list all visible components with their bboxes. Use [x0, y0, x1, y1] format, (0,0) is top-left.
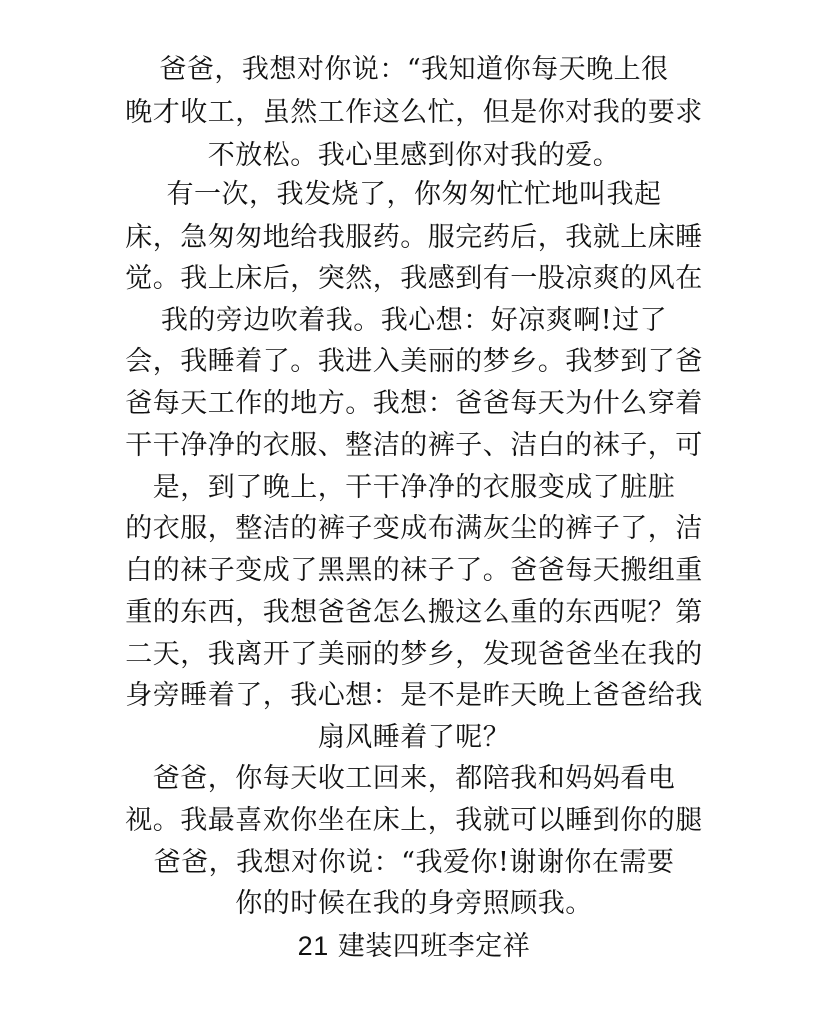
essay-line: 的衣服，整洁的裤子变成布满灰尘的裤子了，洁	[125, 513, 703, 544]
essay-line: 重的东西，我想爸爸怎么搬这么重的东西呢？第	[125, 597, 703, 628]
essay-line: 晚才收工，虽然工作这么忙，但是你对我的要求	[125, 97, 703, 128]
essay-line: 会，我睡着了。我进入美丽的梦乡。我梦到了爸	[125, 346, 703, 377]
essay-line: 爸爸，我想对你说：“我知道你每天晚上很	[159, 54, 669, 85]
essay-line: 床，急匆匆地给我服药。服完药后，我就上床睡	[125, 222, 703, 253]
essay-line: 身旁睡着了，我心想：是不是昨天晚上爸爸给我	[125, 680, 703, 711]
essay-line: 是，到了晚上，干干净净的衣服变成了脏脏	[152, 472, 676, 503]
essay-line: 二天，我离开了美丽的梦乡，发现爸爸坐在我的	[125, 639, 703, 670]
essay-line: 我的旁边吹着我。我心想：好凉爽啊!过了	[160, 305, 668, 336]
essay-line: 不放松。我心里感到你对我的爱。	[207, 140, 621, 171]
signature-class-name: 建装四班李定祥	[337, 931, 531, 962]
essay-line: 视。我最喜欢你坐在床上，我就可以睡到你的腿	[125, 805, 703, 836]
essay-line: 有一次，我发烧了，你匆匆忙忙地叫我起	[166, 179, 662, 210]
essay-line: 干干净净的衣服、整洁的裤子、洁白的袜子，可	[125, 430, 703, 461]
essay-line: 白的袜子变成了黑黑的袜子了。爸爸每天搬组重	[125, 555, 703, 586]
signature	[0, 926, 828, 967]
essay-line: 爸每天工作的地方。我想：爸爸每天为什么穿着	[125, 388, 703, 419]
essay-line: 扇风睡着了呢？	[317, 722, 511, 753]
essay-line: 觉。我上床后，突然，我感到有一股凉爽的风在	[125, 263, 703, 294]
essay-line: 爸爸，我想对你说：“我爱你!谢谢你在需要	[153, 847, 675, 878]
essay-line: 你的时候在我的身旁照顾我。	[235, 888, 593, 919]
essay-line: 爸爸，你每天收工回来，都陪我和妈妈看电	[152, 763, 676, 794]
signature-class-number: 21	[297, 931, 329, 961]
